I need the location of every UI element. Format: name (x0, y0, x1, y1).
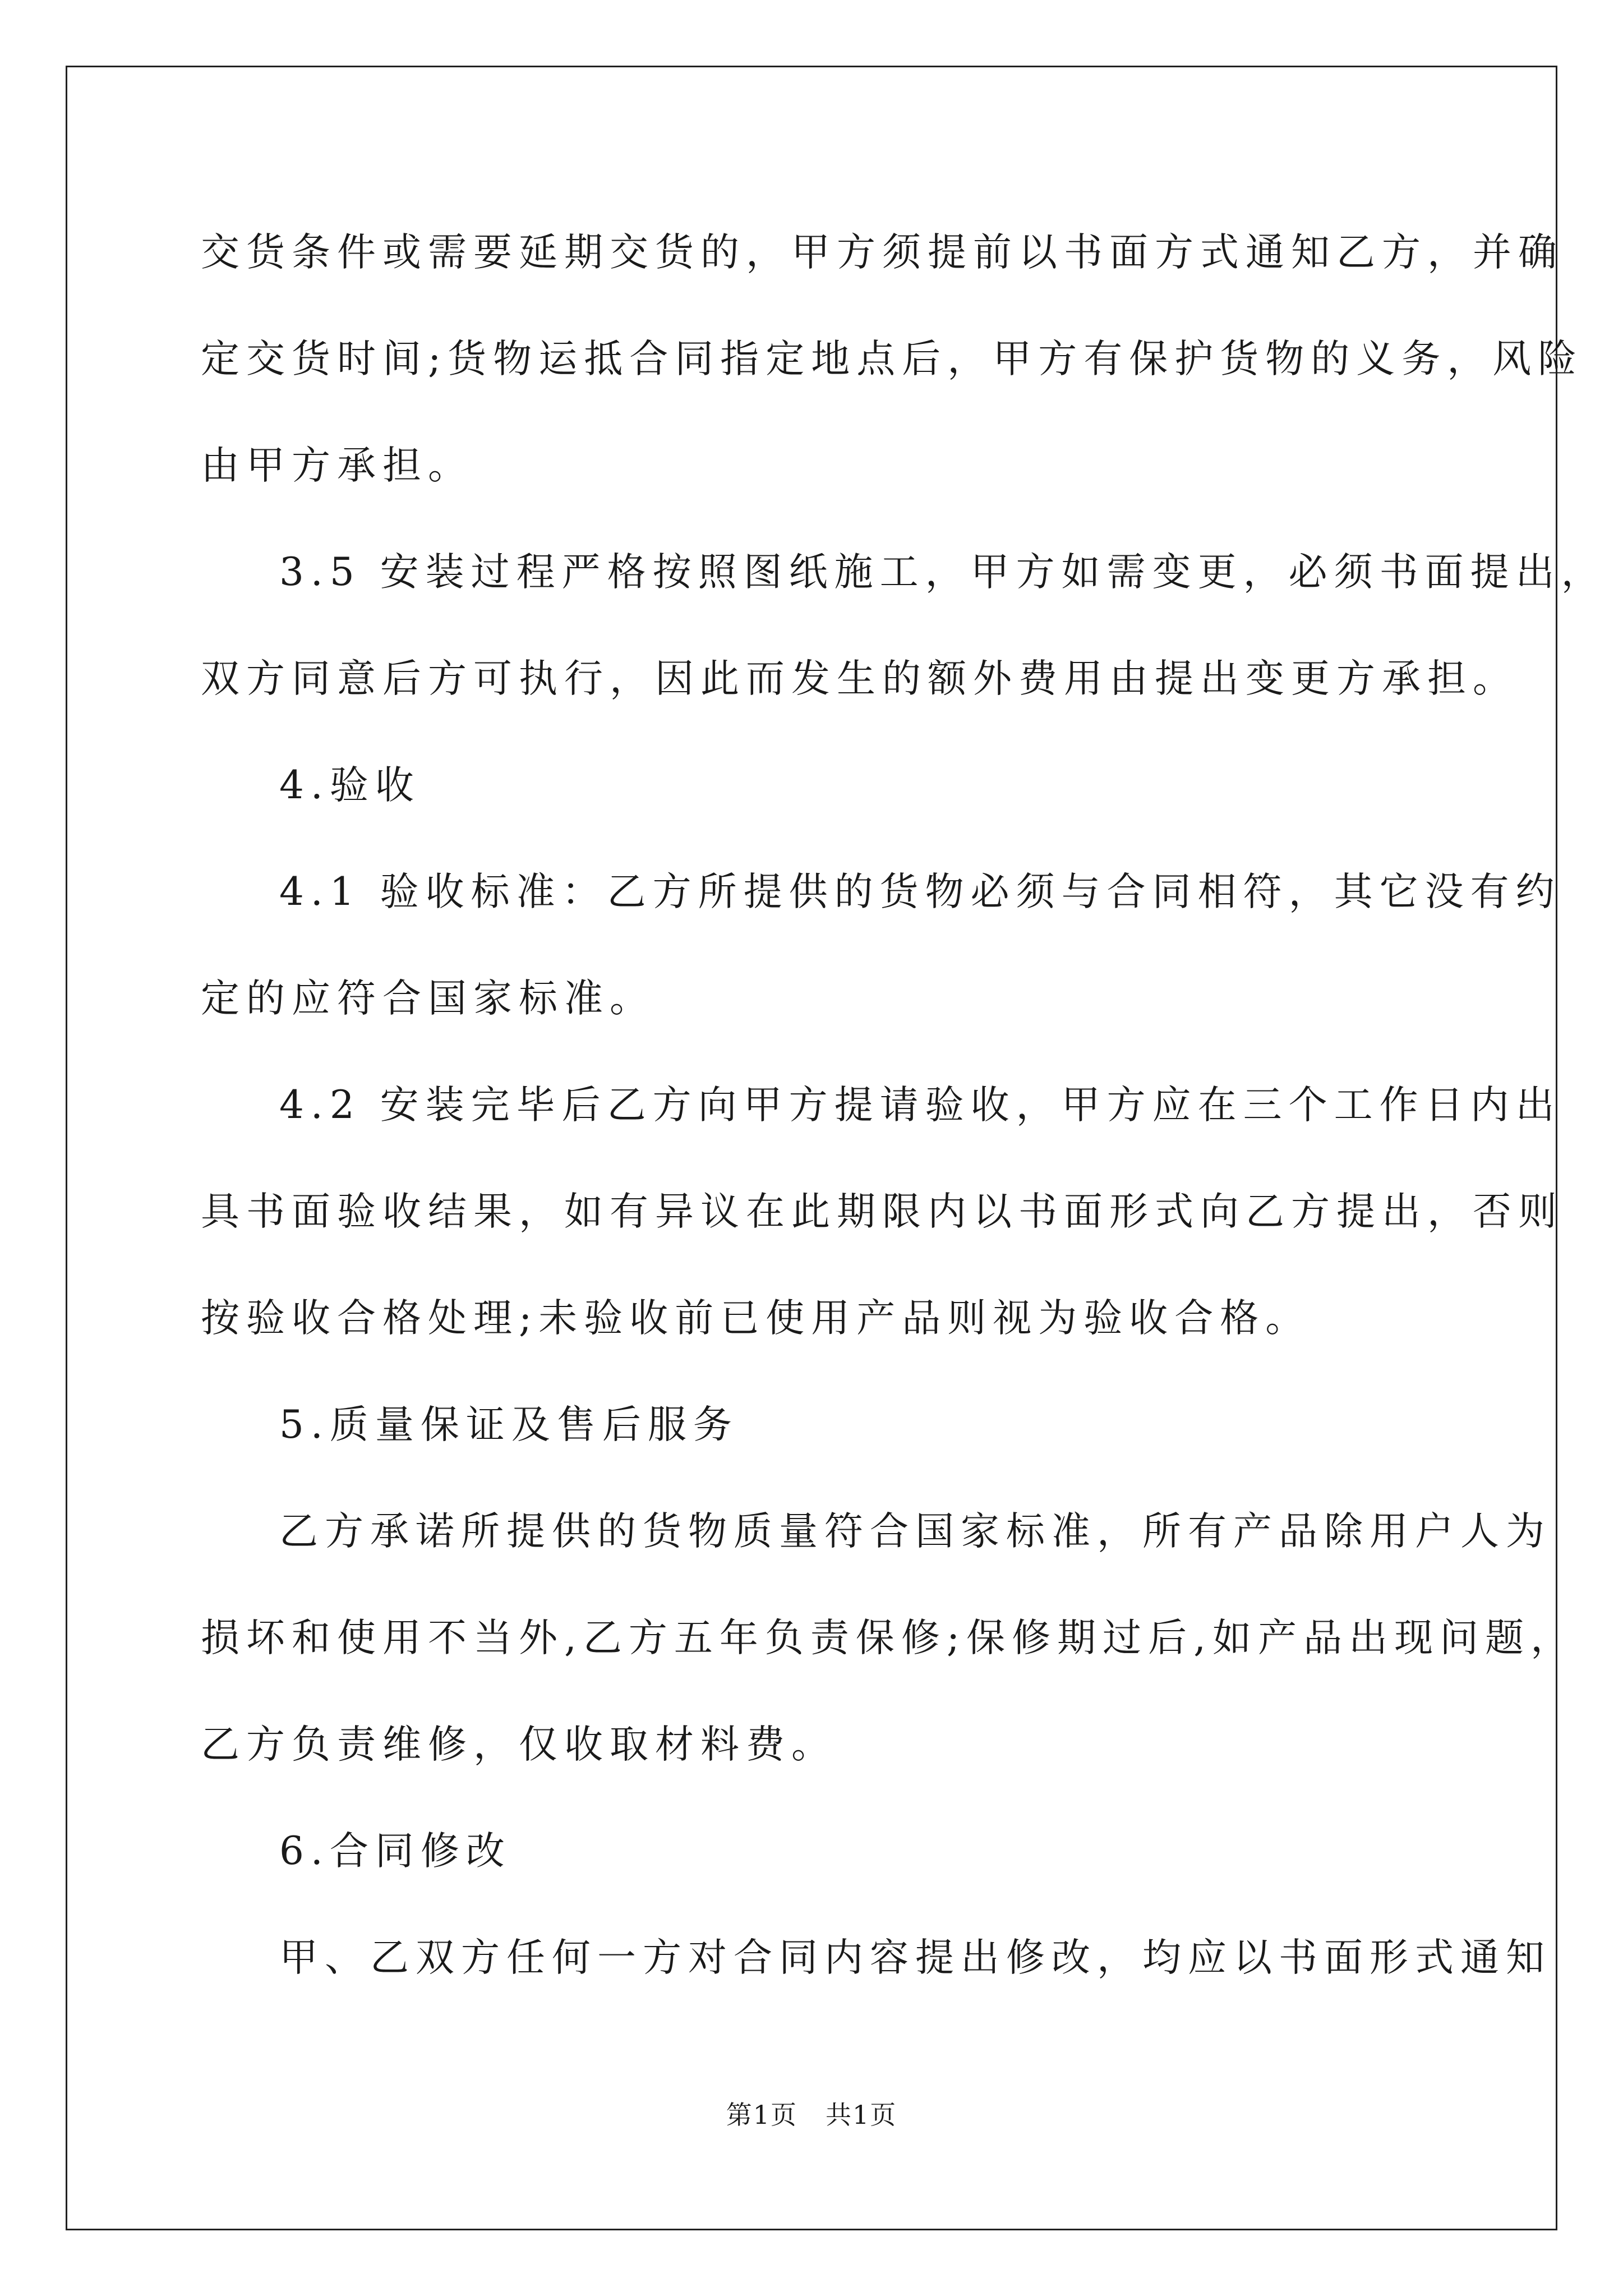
section-heading: 5.质量保证及售后服务 (279, 1402, 739, 1447)
section-heading: 4.验收 (279, 763, 421, 808)
text-line: 4.2 安装完毕后乙方向甲方提请验收，甲方应在三个工作日内出 (279, 1083, 1561, 1128)
page-total: 共1页 (826, 2100, 897, 2130)
text-line: 由甲方承担。 (201, 443, 473, 488)
section-heading: 6.合同修改 (279, 1829, 511, 1874)
page-footer (0, 2098, 1623, 2132)
text-line: 3.5 安装过程严格按照图纸施工，甲方如需变更，必须书面提出， (279, 550, 1607, 595)
text-line: 4.1 验收标准：乙方所提供的货物必须与合同相符，其它没有约 (279, 869, 1561, 914)
page-number: 第1页 (726, 2100, 797, 2130)
text-line: 具书面验收结果，如有异议在此期限内以书面形式向乙方提出，否则 (201, 1189, 1564, 1234)
text-line: 乙方负责维修，仅收取材料费。 (201, 1722, 837, 1767)
text-line: 甲、乙双方任何一方对合同内容提出修改，均应以书面形式通知 (279, 1935, 1551, 1980)
text-line: 乙方承诺所提供的货物质量符合国家标准，所有产品除用户人为 (279, 1509, 1551, 1554)
text-line: 按验收合格处理;未验收前已使用产品则视为验收合格。 (201, 1296, 1311, 1341)
text-line: 双方同意后方可执行，因此而发生的额外费用由提出变更方承担。 (201, 656, 1518, 701)
page-frame (66, 66, 1607, 2230)
text-line: 损坏和使用不当外,乙方五年负责保修;保修期过后,如产品出现问题， (201, 1616, 1576, 1660)
text-line: 定的应符合国家标准。 (201, 976, 655, 1021)
text-line: 定交货时间;货物运抵合同指定地点后，甲方有保护货物的义务，风险 (201, 337, 1584, 381)
text-line: 交货条件或需要延期交货的，甲方须提前以书面方式通知乙方，并确 (201, 230, 1564, 275)
